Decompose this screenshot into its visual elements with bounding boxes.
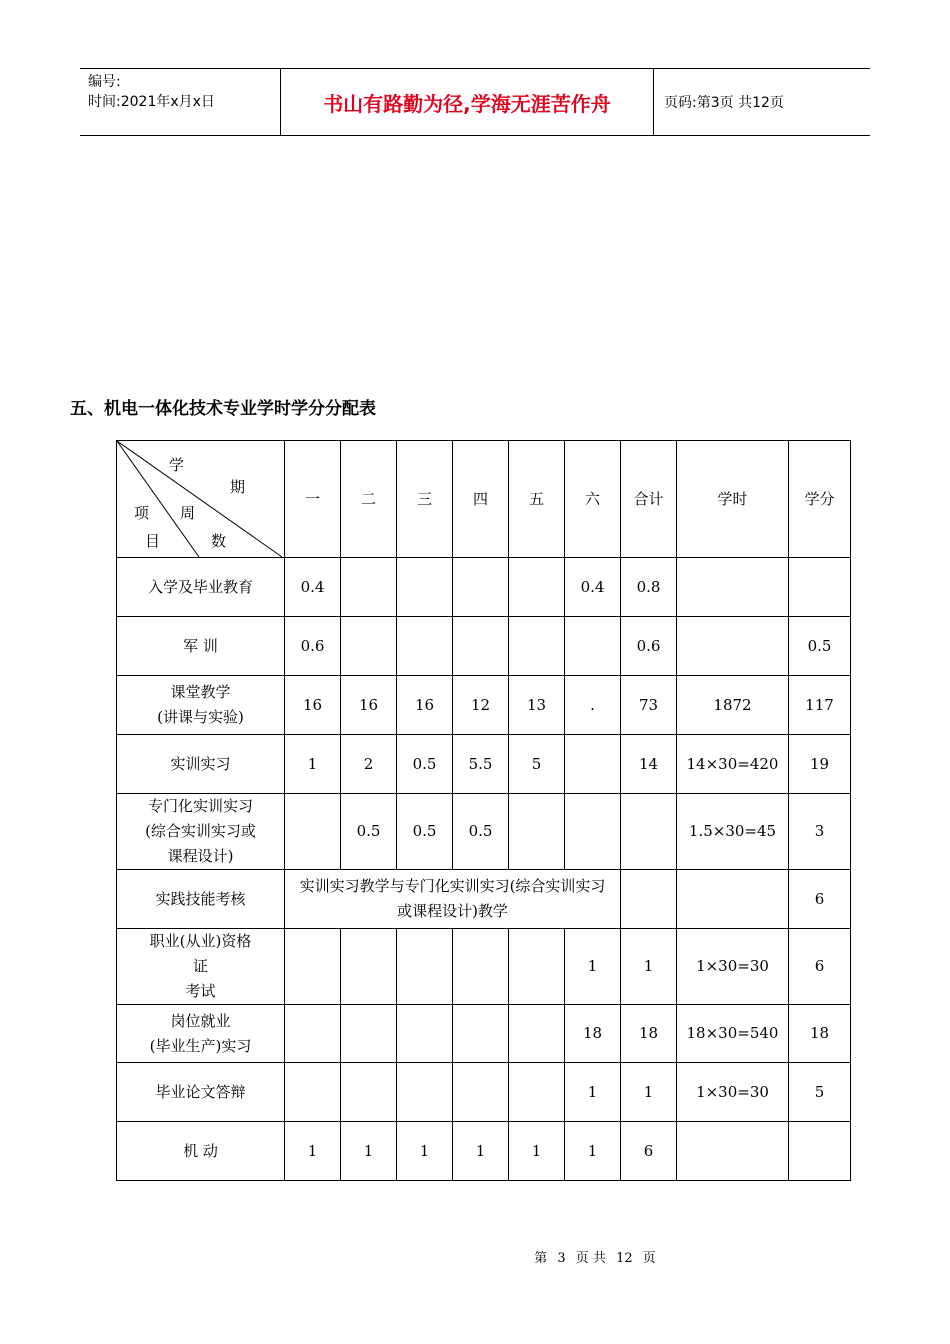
table-cell: 12 <box>453 676 509 735</box>
table-cell <box>397 1063 453 1122</box>
table-cell: 1 <box>509 1122 565 1181</box>
row-label: 入学及毕业教育 <box>117 558 285 617</box>
row-label: 课堂教学 (讲课与实验) <box>117 676 285 735</box>
table-row <box>117 870 851 929</box>
footer-mid: 页 共 <box>575 1251 606 1266</box>
table-cell <box>397 929 453 1005</box>
table-cell: 3 <box>789 794 851 870</box>
column-header: 五 <box>509 441 565 558</box>
number-label: 编号: <box>88 74 121 90</box>
row-label: 毕业论文答辩 <box>117 1063 285 1122</box>
table-cell <box>789 558 851 617</box>
table-row <box>117 735 851 794</box>
table-cell: 18×30=540 <box>677 1005 789 1063</box>
table-row <box>117 558 851 617</box>
table-cell <box>677 1122 789 1181</box>
column-header: 二 <box>341 441 397 558</box>
table-cell <box>677 617 789 676</box>
table-row <box>117 1122 851 1181</box>
table-cell: 0.5 <box>397 735 453 794</box>
table-cell: 2 <box>341 735 397 794</box>
date-label: 时间:2021年x月x日 <box>88 94 215 110</box>
table-cell: 0.5 <box>453 794 509 870</box>
credit-table <box>116 440 851 1181</box>
column-header: 学时 <box>677 441 789 558</box>
table-header-row <box>117 441 851 558</box>
table-cell <box>621 794 677 870</box>
table-cell: 18 <box>789 1005 851 1063</box>
table-cell: 6 <box>789 929 851 1005</box>
table-cell: 0.6 <box>285 617 341 676</box>
table-row <box>117 676 851 735</box>
table-cell <box>509 617 565 676</box>
row-label: 职业(从业)资格 证 考试 <box>117 929 285 1005</box>
table-cell: 1 <box>285 1122 341 1181</box>
page-header <box>80 68 870 136</box>
table-cell: 0.5 <box>341 794 397 870</box>
corner-cell <box>117 441 285 558</box>
table-cell: 117 <box>789 676 851 735</box>
table-cell: 18 <box>565 1005 621 1063</box>
table-row <box>117 794 851 870</box>
table-cell: 1.5×30=45 <box>677 794 789 870</box>
table-cell <box>677 558 789 617</box>
table-cell <box>677 870 789 929</box>
row-label: 岗位就业 (毕业生产)实习 <box>117 1005 285 1063</box>
table-cell <box>565 617 621 676</box>
table-cell: 1 <box>565 1063 621 1122</box>
table-cell <box>397 1005 453 1063</box>
table-cell: 1 <box>621 929 677 1005</box>
page-label: 页码:第3页 共12页 <box>664 95 784 111</box>
page-footer <box>0 1247 950 1266</box>
table-cell: 6 <box>789 870 851 929</box>
footer-post: 页 <box>642 1251 656 1266</box>
table-cell <box>789 1122 851 1181</box>
table-cell <box>285 929 341 1005</box>
table-cell <box>397 617 453 676</box>
table-cell: 1 <box>453 1122 509 1181</box>
table-cell <box>565 794 621 870</box>
table-cell <box>453 1063 509 1122</box>
table-cell: 1×30=30 <box>677 1063 789 1122</box>
motto: 书山有路勤为径,学海无涯苦作舟 <box>281 69 654 135</box>
table-cell <box>453 558 509 617</box>
table-cell: 6 <box>621 1122 677 1181</box>
corner-xiang: 项 <box>134 504 150 522</box>
table-cell: 73 <box>621 676 677 735</box>
table-row <box>117 929 851 1005</box>
table-cell: 0.6 <box>621 617 677 676</box>
table-cell: 0.4 <box>565 558 621 617</box>
corner-mu: 目 <box>145 532 161 550</box>
table-cell <box>509 1005 565 1063</box>
table-cell <box>565 735 621 794</box>
table-cell <box>509 794 565 870</box>
table-row <box>117 1063 851 1122</box>
table-cell: 14 <box>621 735 677 794</box>
table-cell: 5 <box>789 1063 851 1122</box>
row-label: 机 动 <box>117 1122 285 1181</box>
table-cell: 18 <box>621 1005 677 1063</box>
row-label: 军 训 <box>117 617 285 676</box>
table-cell: 16 <box>285 676 341 735</box>
corner-zhou: 周 <box>180 504 196 522</box>
footer-total: 12 <box>616 1251 633 1266</box>
table-cell: 16 <box>341 676 397 735</box>
column-header: 四 <box>453 441 509 558</box>
merged-cell: 实训实习教学与专门化实训实习(综合实训实习或课程设计)教学 <box>285 870 621 929</box>
table-cell: 19 <box>789 735 851 794</box>
table-cell: 13 <box>509 676 565 735</box>
table-cell: 0.4 <box>285 558 341 617</box>
row-label: 实践技能考核 <box>117 870 285 929</box>
table-cell <box>509 558 565 617</box>
corner-xue: 学 <box>169 456 185 474</box>
column-header: 六 <box>565 441 621 558</box>
table-cell <box>341 1005 397 1063</box>
table-cell <box>453 1005 509 1063</box>
table-cell: . <box>565 676 621 735</box>
table-cell <box>509 1063 565 1122</box>
table-cell <box>341 929 397 1005</box>
corner-qi: 期 <box>230 478 246 496</box>
diagonal-lines <box>117 441 285 558</box>
column-header: 三 <box>397 441 453 558</box>
table-cell: 16 <box>397 676 453 735</box>
table-cell: 1×30=30 <box>677 929 789 1005</box>
footer-page: 3 <box>557 1251 566 1266</box>
table-cell: 5 <box>509 735 565 794</box>
table-cell: 5.5 <box>453 735 509 794</box>
table-cell <box>397 558 453 617</box>
table-row <box>117 1005 851 1063</box>
table-cell <box>453 929 509 1005</box>
header-left <box>80 69 281 135</box>
table-cell: 0.8 <box>621 558 677 617</box>
table-cell <box>341 558 397 617</box>
row-label: 实训实习 <box>117 735 285 794</box>
corner-shu: 数 <box>211 532 227 550</box>
column-header: 合计 <box>621 441 677 558</box>
table-cell: 1 <box>565 929 621 1005</box>
table-cell <box>453 617 509 676</box>
column-header: 学分 <box>789 441 851 558</box>
table-cell <box>285 794 341 870</box>
table-cell: 1 <box>397 1122 453 1181</box>
table-row <box>117 617 851 676</box>
table-cell: 1 <box>565 1122 621 1181</box>
table-cell: 1 <box>285 735 341 794</box>
table-cell: 1 <box>621 1063 677 1122</box>
table-cell <box>509 929 565 1005</box>
column-header: 一 <box>285 441 341 558</box>
table-cell <box>285 1063 341 1122</box>
section-title: 五、机电一体化技术专业学时学分分配表 <box>70 399 376 419</box>
table-cell: 1872 <box>677 676 789 735</box>
table-cell: 14×30=420 <box>677 735 789 794</box>
table-cell <box>285 1005 341 1063</box>
table-cell <box>341 617 397 676</box>
table-cell: 0.5 <box>789 617 851 676</box>
footer-pre: 第 <box>534 1251 548 1266</box>
table-cell <box>341 1063 397 1122</box>
table-cell: 1 <box>341 1122 397 1181</box>
table-cell: 0.5 <box>397 794 453 870</box>
row-label: 专门化实训实习 (综合实训实习或 课程设计) <box>117 794 285 870</box>
table-cell <box>621 870 677 929</box>
